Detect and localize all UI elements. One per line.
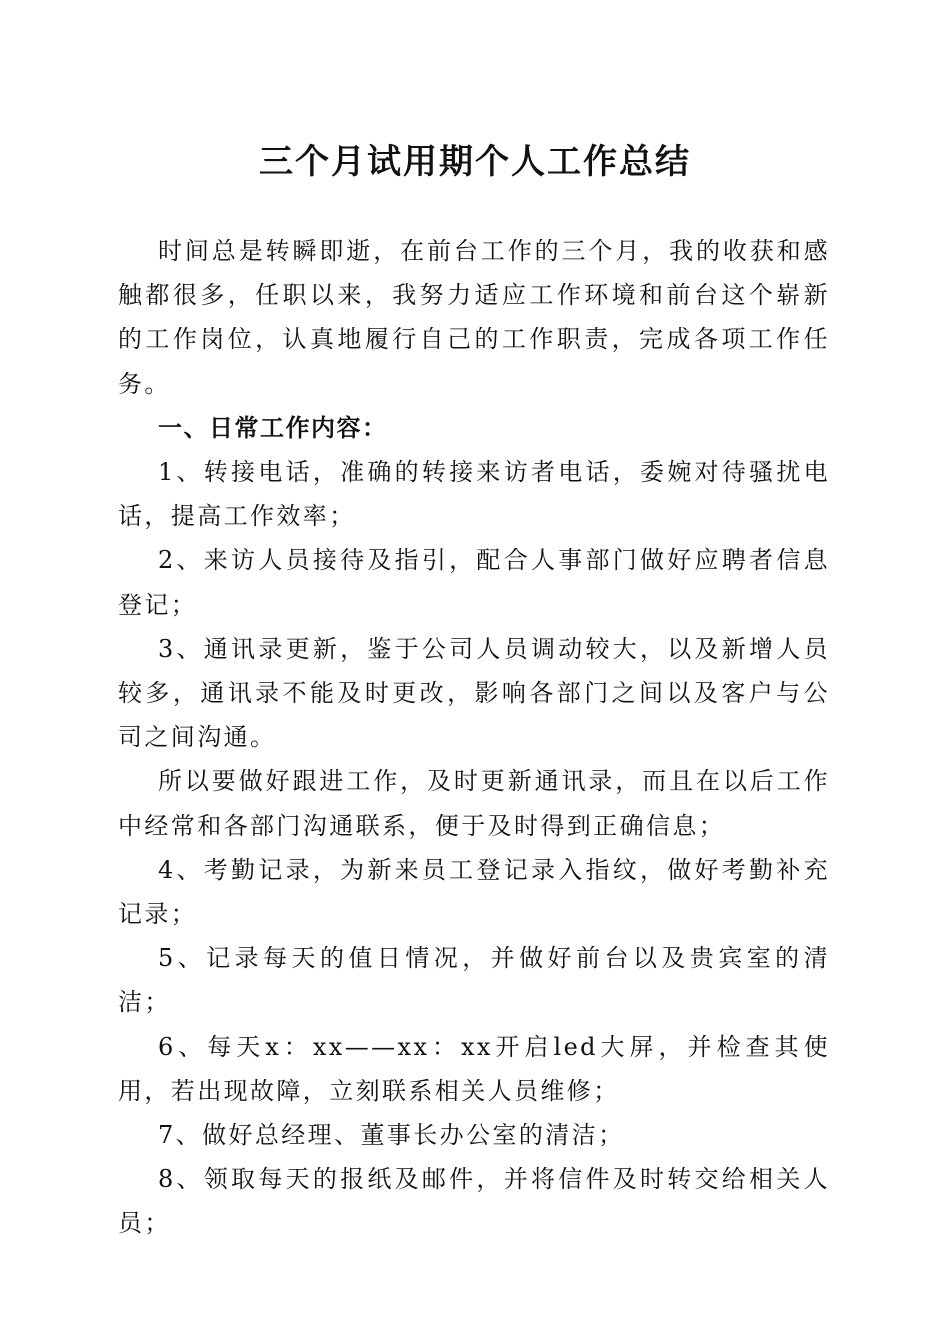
list-item: 6、每天x：xx——xx：xx开启led大屏，并检查其使用，若出现故障，立刻联系相关人员维修； bbox=[118, 1032, 830, 1105]
list-item: 7、做好总经理、董事长办公室的清洁； bbox=[158, 1121, 625, 1150]
follow-up-paragraph: 所以要做好跟进工作，及时更新通讯录，而且在以后工作中经常和各部门沟通联系，便于及时得到正确信息； bbox=[118, 767, 830, 840]
list-item: 1、转接电话，准确的转接来访者电话，委婉对待骚扰电话，提高工作效率； bbox=[118, 458, 830, 531]
document-body bbox=[118, 229, 830, 1246]
section-heading: 一、日常工作内容： bbox=[158, 413, 388, 442]
document-title: 三个月试用期个人工作总结 bbox=[259, 142, 691, 182]
intro-paragraph: 时间总是转瞬即逝，在前台工作的三个月，我的收获和感触都很多，任职以来，我努力适应工作环境和前台这个崭新的工作岗位，认真地履行自己的工作职责，完成各项工作任务。 bbox=[118, 237, 830, 398]
list-item: 4、考勤记录，为新来员工登记录入指纹，做好考勤补充记录； bbox=[118, 855, 830, 929]
list-item: 2、来访人员接待及指引，配合人事部门做好应聘者信息登记； bbox=[118, 546, 830, 619]
list-item: 3、通讯录更新，鉴于公司人员调动较大，以及新增人员较多，通讯录不能及时更改，影响各部门之间以及客户与公司之间沟通。 bbox=[118, 634, 830, 752]
list-item: 5、记录每天的值日情况，并做好前台以及贵宾室的清洁； bbox=[118, 944, 830, 1017]
list-item: 8、领取每天的报纸及邮件，并将信件及时转交给相关人员； bbox=[118, 1165, 830, 1238]
